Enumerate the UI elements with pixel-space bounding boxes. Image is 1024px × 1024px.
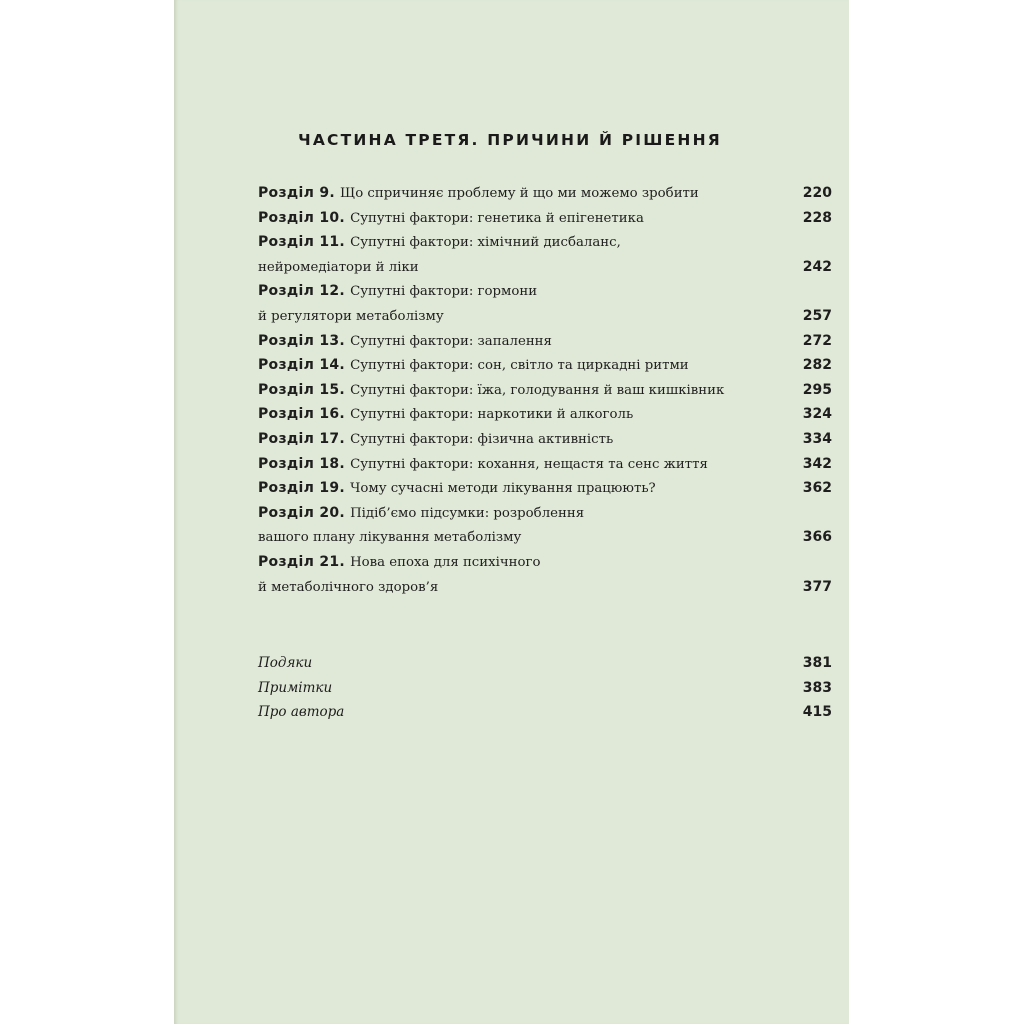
toc-entry-line	[258, 255, 832, 279]
chapter-label: Розділ 13.	[258, 332, 346, 349]
chapter-label: Розділ 11.	[258, 234, 346, 251]
toc-entry-line	[258, 353, 832, 377]
page-number: 377	[802, 578, 832, 595]
page-number: 228	[802, 209, 832, 226]
chapter-label: Розділ 21.	[258, 554, 346, 570]
chapter-label: Розділ 10.	[258, 209, 346, 226]
page-number: 272	[802, 332, 832, 349]
toc-entry-line	[258, 525, 832, 549]
toc-entry-line	[258, 279, 748, 303]
toc-entry-line	[258, 402, 832, 426]
chapter-label: Розділ 15.	[258, 381, 346, 398]
toc-entry-line	[258, 550, 748, 574]
toc-entry-line	[258, 501, 748, 525]
page-number: 381	[802, 655, 832, 671]
chapter-title: Нова епоха для психічного	[350, 555, 541, 570]
toc-entry-line	[258, 378, 832, 402]
chapter-title: Супутні фактори: наркотики й алкоголь	[350, 407, 634, 423]
chapter-title: Що спричиняє проблему й що ми можемо зробити	[340, 186, 699, 201]
back-matter-entry	[258, 700, 832, 724]
page-number: 415	[802, 704, 832, 721]
chapter-title: Супутні фактори: сон, світло та циркадні ритми	[350, 358, 689, 374]
chapter-title: Підіб’ємо підсумки: розроблення	[350, 505, 585, 521]
back-matter-entry	[258, 651, 832, 675]
toc-entry-line	[258, 427, 832, 451]
chapter-title: нейромедіатори й ліки	[258, 259, 419, 275]
page-number: 342	[802, 455, 832, 472]
chapter-title: Супутні фактори: гормони	[350, 284, 538, 300]
toc-entry-line	[258, 230, 748, 254]
part-heading: ЧАСТИНА ТРЕТЯ. ПРИЧИНИ Й РІШЕННЯ	[298, 131, 722, 149]
toc-entry-line	[258, 476, 832, 500]
chapter-label: Розділ 16.	[258, 406, 346, 423]
page-number: 242	[802, 258, 832, 275]
page-number: 295	[802, 381, 832, 398]
page-number: 334	[802, 431, 832, 447]
page-number: 383	[802, 679, 832, 696]
back-matter-title: Примітки	[258, 679, 333, 696]
page-number: 362	[802, 480, 832, 497]
page-number: 220	[802, 185, 832, 201]
chapter-label: Розділ 17.	[258, 431, 346, 447]
back-matter-title: Подяки	[258, 655, 313, 671]
toc-entry-line	[258, 181, 832, 205]
page-number: 257	[802, 308, 832, 324]
chapter-title: Супутні фактори: запалення	[350, 333, 552, 349]
back-matter-entry	[258, 676, 832, 700]
chapter-label: Розділ 19.	[258, 480, 346, 497]
chapter-title: вашого плану лікування метаболізму	[258, 530, 522, 546]
chapter-title: й метаболічного здоров’я	[258, 579, 439, 595]
chapter-title: Супутні фактори: фізична активність	[350, 432, 614, 447]
page-number: 366	[802, 529, 832, 546]
chapter-label: Розділ 18.	[258, 455, 346, 472]
chapter-label: Розділ 9.	[258, 185, 336, 201]
toc-entry-line	[258, 575, 832, 599]
chapter-title: Супутні фактори: їжа, голодування й ваш кишківник	[350, 382, 725, 398]
chapter-title: й регулятори метаболізму	[258, 309, 444, 324]
toc-entry-line	[258, 452, 832, 476]
page-number: 282	[802, 357, 832, 374]
back-matter-title: Про автора	[258, 704, 345, 721]
chapter-title: Супутні фактори: хімічний дисбаланс,	[350, 235, 621, 251]
chapter-label: Розділ 12.	[258, 283, 346, 300]
toc-entry-line	[258, 304, 832, 328]
book-page	[174, 0, 849, 1024]
chapter-title: Чому сучасні методи лікування працюють?	[350, 481, 656, 497]
chapter-label: Розділ 20.	[258, 504, 346, 521]
chapter-title: Супутні фактори: генетика й епігенетика	[350, 210, 644, 226]
toc-entry-line	[258, 206, 832, 230]
chapter-title: Супутні фактори: кохання, нещастя та сенс життя	[350, 456, 708, 472]
toc-entry-line	[258, 329, 832, 353]
chapter-label: Розділ 14.	[258, 357, 346, 374]
page-number: 324	[802, 406, 832, 423]
